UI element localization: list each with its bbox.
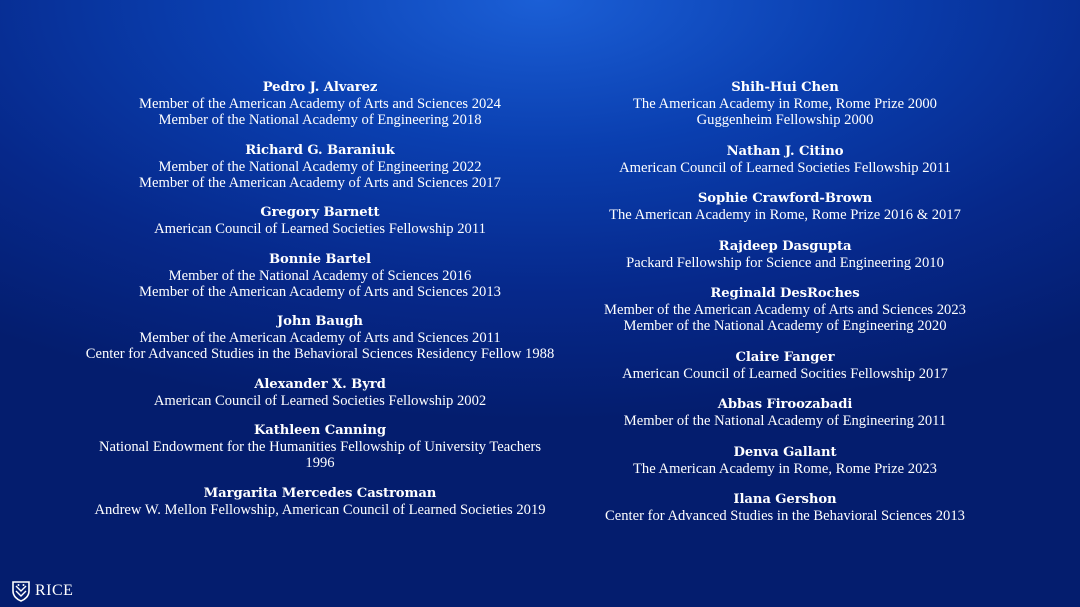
- honoree-entry: [624, 397, 946, 429]
- honoree-entry: [139, 80, 501, 128]
- honoree-name: Ilana Gershon: [733, 492, 837, 507]
- honoree-award: Member of the National Academy of Engineering 2020: [623, 318, 947, 334]
- honoree-award: 1996: [305, 455, 335, 471]
- honoree-entry: [633, 80, 937, 128]
- honoree-award: Member of the National Academy of Engineering 2011: [623, 413, 947, 429]
- honoree-name: Rajdeep Dasgupta: [718, 238, 852, 254]
- honoree-award: Member of the American Academy of Arts and Sciences 2017: [139, 174, 501, 191]
- honoree-entry: [626, 239, 944, 271]
- honoree-entry: [622, 350, 948, 382]
- honoree-entry: [619, 144, 951, 176]
- honoree-entry: [633, 445, 937, 477]
- honoree-award: Andrew W. Mellon Fellowship, American Council of Learned Societies 2019: [94, 501, 546, 518]
- honoree-award: Member of the American Academy of Arts and Sciences 2023: [604, 302, 966, 318]
- honoree-entry: [139, 252, 501, 300]
- honoree-name: Sophie Crawford-Brown: [697, 191, 873, 206]
- honoree-entry: [154, 377, 486, 409]
- rice-owl-shield-icon: [11, 580, 31, 602]
- honoree-award: Member of the National Academy of Engineering 2018: [158, 112, 482, 128]
- honoree-name: John Baugh: [277, 314, 363, 329]
- honoree-name: Pedro J. Alvarez: [262, 80, 378, 95]
- honoree-name: Gregory Barnett: [260, 205, 380, 220]
- honoree-award: The American Academy in Rome, Rome Prize 2016 & 2017: [609, 207, 961, 223]
- honoree-entry: [99, 423, 541, 471]
- honoree-entry: [605, 492, 965, 524]
- honoree-name: Nathan J. Citino: [726, 143, 844, 159]
- honoree-award: The American Academy in Rome, Rome Prize 2023: [633, 460, 937, 477]
- honoree-award: Member of the American Academy of Arts and Sciences 2013: [139, 283, 501, 300]
- honoree-award: Center for Advanced Studies in the Behavioral Sciences Residency Fellow 1988: [85, 346, 555, 362]
- logo-text: RICE: [35, 582, 74, 599]
- honoree-name: Claire Fanger: [735, 349, 835, 365]
- honoree-entry: [609, 191, 961, 223]
- honoree-award: Member of the American Academy of Arts and Sciences 2024: [139, 96, 501, 112]
- honoree-award: American Council of Learned Societies Fellowship 2011: [154, 221, 486, 237]
- rice-logo: [11, 580, 73, 602]
- honoree-name: Reginald DesRoches: [710, 286, 860, 301]
- honoree-award: American Council of Learned Socities Fellowship 2017: [622, 365, 948, 382]
- honoree-award: Member of the National Academy of Sciences 2016: [168, 267, 472, 284]
- honoree-name: Bonnie Bartel: [269, 251, 371, 267]
- honoree-name: Kathleen Canning: [253, 423, 387, 438]
- honoree-entry: [86, 314, 555, 362]
- honoree-name: Denva Gallant: [733, 444, 837, 460]
- honoree-name: Alexander X. Byrd: [254, 376, 386, 392]
- honoree-entry: [139, 143, 501, 191]
- honoree-entry: [94, 486, 545, 518]
- honoree-name: Margarita Mercedes Castroman: [203, 485, 437, 501]
- honoree-entry: [154, 205, 486, 237]
- left-column: [60, 80, 580, 532]
- honoree-name: Shih-Hui Chen: [731, 80, 839, 95]
- honoree-award: American Council of Learned Societies Fellowship 2011: [619, 159, 951, 176]
- honoree-award: Packard Fellowship for Science and Engineering 2010: [626, 254, 944, 271]
- honoree-entry: [604, 286, 966, 334]
- honoree-award: Member of the National Academy of Engineering 2022: [158, 158, 482, 175]
- honoree-name: Abbas Firoozabadi: [717, 397, 853, 412]
- honoree-award: Center for Advanced Studies in the Behavioral Sciences 2013: [605, 508, 965, 524]
- honoree-award: National Endowment for the Humanities Fellowship of University Teachers: [98, 439, 542, 455]
- honoree-award: American Council of Learned Societies Fellowship 2002: [153, 392, 487, 409]
- honoree-name: Richard G. Baraniuk: [245, 142, 395, 158]
- honoree-award: The American Academy in Rome, Rome Prize 2000: [633, 96, 937, 112]
- honoree-award: Guggenheim Fellowship 2000: [696, 112, 874, 128]
- honoree-award: Member of the American Academy of Arts and Sciences 2011: [139, 330, 501, 346]
- right-column: [560, 80, 1010, 540]
